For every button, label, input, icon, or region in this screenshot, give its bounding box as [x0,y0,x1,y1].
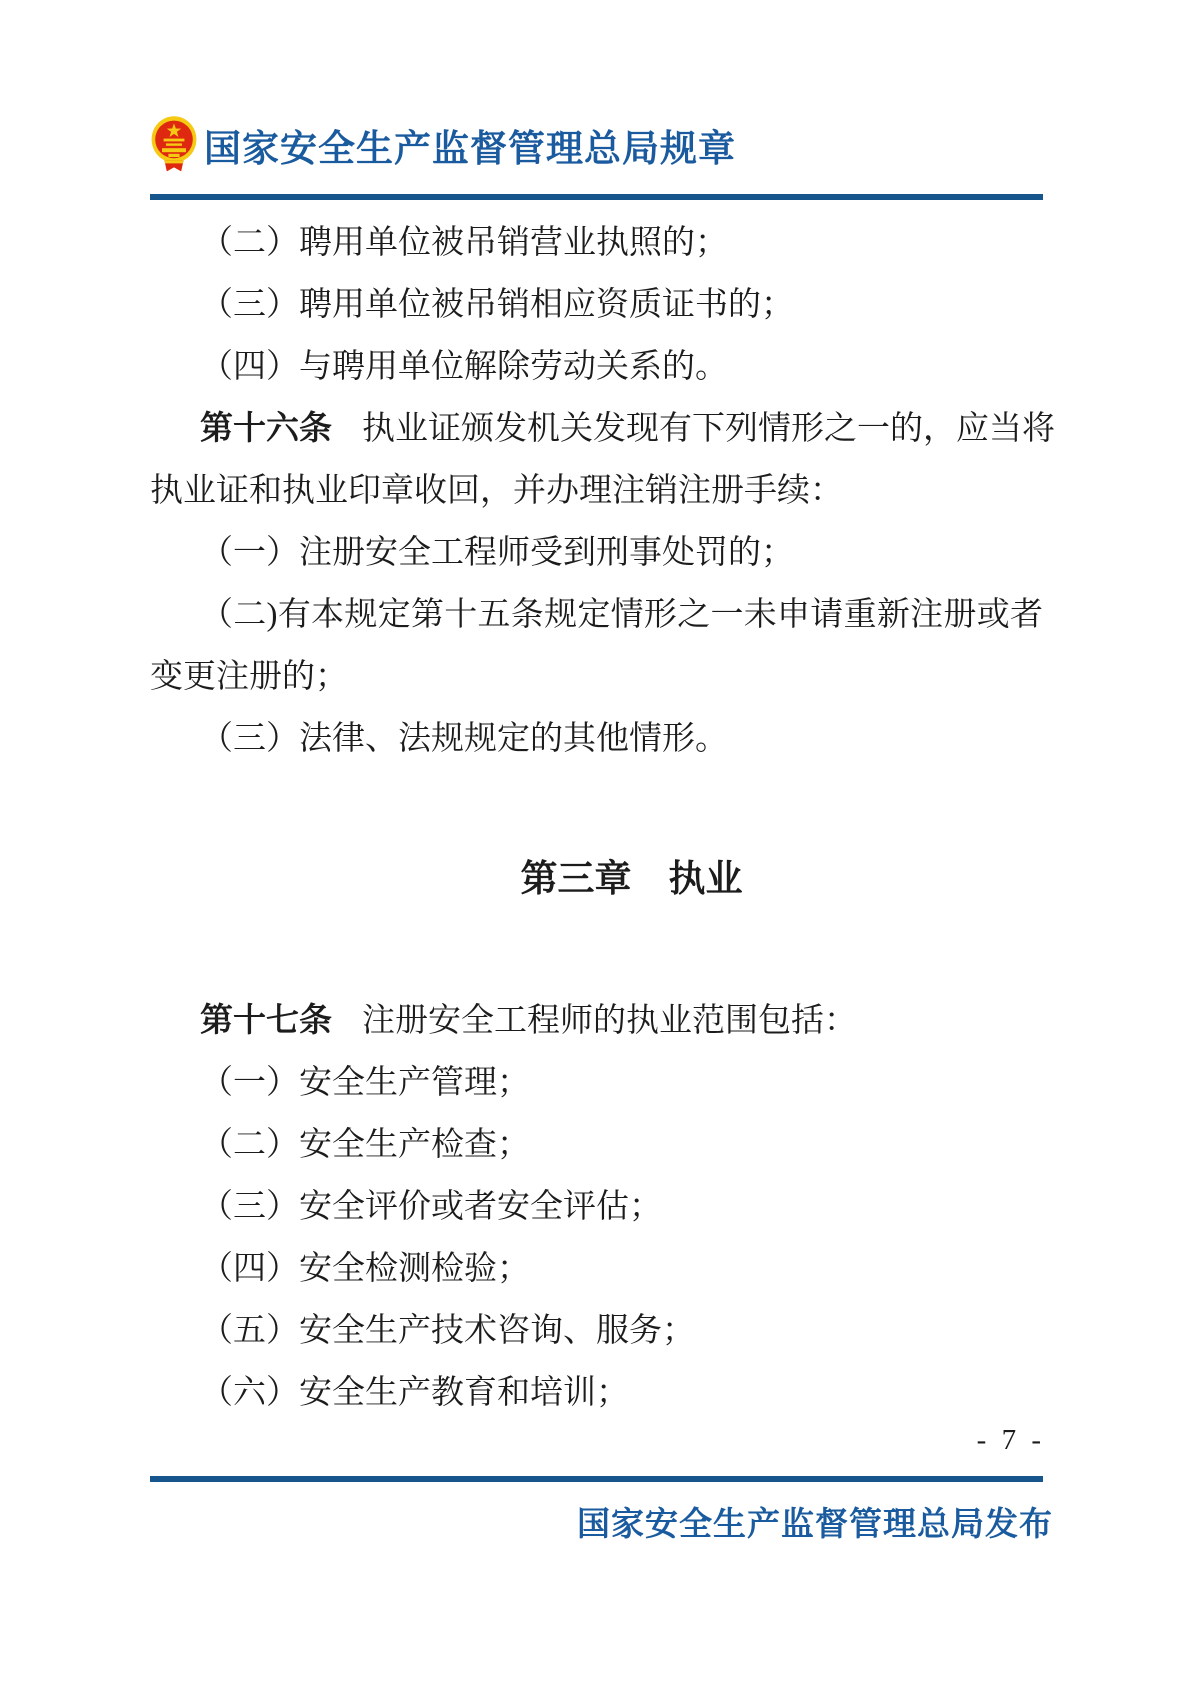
article-number: 第十六条 [200,411,332,447]
article-number: 第十七条 [200,1003,332,1039]
line-text: （五）安全生产技术咨询、服务； [200,1313,695,1349]
header-title: 国家安全生产监督管理总局规章 [204,129,736,170]
body-line-article17 [150,990,1043,1052]
body-line [150,522,1043,584]
scope-item [150,1362,1043,1424]
line-text: 执业证颁发机关发现有下列情形之一的，应当将 [362,411,1055,447]
chapter-heading: 第三章 执业 [520,859,743,900]
scope-item [150,1052,1043,1114]
body-line [150,460,1043,522]
body-line [150,336,1043,398]
line-text: （六）安全生产教育和培训； [200,1375,629,1411]
body-line [150,274,1043,336]
line-text: （四）与聘用单位解除劳动关系的。 [200,349,728,385]
body-line [150,212,1043,274]
national-emblem-icon [150,115,198,175]
scope-item [150,1238,1043,1300]
line-text: 执业证和执业印章收回，并办理注销注册手续： [150,473,843,509]
scope-item [150,1114,1043,1176]
line-text: 变更注册的； [150,659,348,695]
scope-item [150,1300,1043,1362]
line-text: （三）法律、法规规定的其他情形。 [200,721,728,757]
line-text: 注册安全工程师的执业范围包括： [362,1003,857,1039]
scope-item [150,1176,1043,1238]
page-number: - 7 - [976,1424,1045,1456]
line-text: （二）聘用单位被吊销营业执照的； [200,225,728,261]
line-text: （一）安全生产管理； [200,1065,530,1101]
body-line-article16 [150,398,1055,460]
footer-publisher: 国家安全生产监督管理总局发布 [577,1507,1053,1543]
line-text: （一）注册安全工程师受到刑事处罚的； [200,535,794,571]
line-text: （四）安全检测检验； [200,1251,530,1287]
line-text: （二)有本规定第十五条规定情形之一未申请重新注册或者 [200,597,1043,633]
line-text: （二）安全生产检查； [200,1127,530,1163]
body-line [150,584,1043,646]
body-line [150,708,1043,770]
line-text: （三）聘用单位被吊销相应资质证书的； [200,287,794,323]
footer-divider [150,1476,1043,1482]
page-header [150,112,1043,178]
header-divider [150,194,1043,200]
document-body [150,212,1055,1424]
body-line [150,646,1043,708]
line-text: （三）安全评价或者安全评估； [200,1189,662,1225]
